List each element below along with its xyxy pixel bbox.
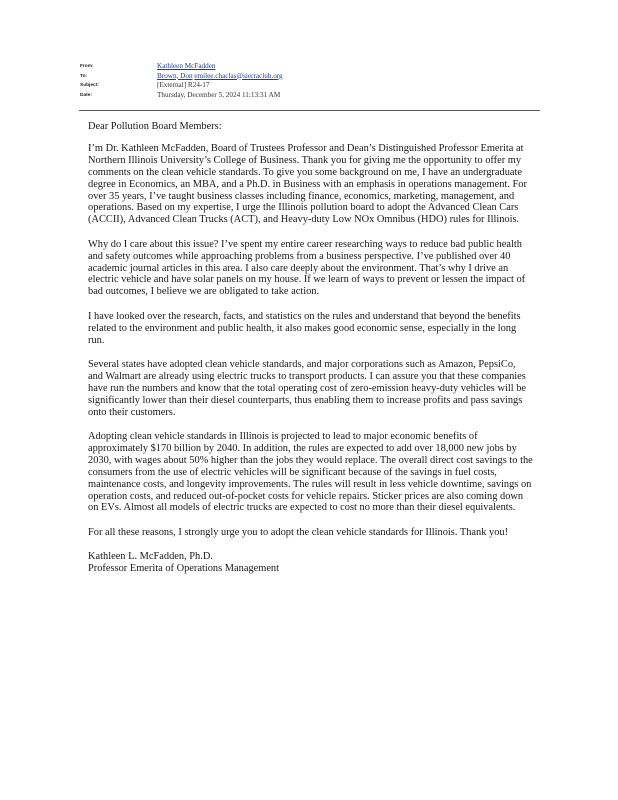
subject-value: [External] R24-17 [157,81,210,89]
signature-title: Professor Emerita of Operations Management [88,563,280,575]
to-recipients [157,72,283,82]
salutation: Dear Pollution Board Members: [88,121,222,132]
paragraph-economic-benefits: Adopting clean vehicle standards in Illinois is projected to lead to major economic benefits of approximately $170 billion by 2040. In addition, the rules are expected to add over 18,000 new jobs by 2030, with wages about 50% higher than the jobs they would replace. The overall direct cost savings to the consumers from the use of electric vehicles will be significant because of the savings in fuel costs, maintenance costs, and longevity improvements. The rules will result in less vehicle downtime, savings on operation costs, and reduced out-of-pocket costs for vehicle repairs. Sticker prices are also coming down on EVs. Almost all models of electric trucks are expected to cost no more than their diesel equivalents. [88,431,533,514]
email-header [80,62,540,100]
date-value: Thursday, December 5, 2024 11:13:31 AM [157,90,281,99]
from-row [80,62,540,72]
date-row [80,91,540,101]
to-recipient-link-2[interactable]: emilee.chaclas@sierraclub.org [194,71,283,80]
signature-name: Kathleen L. McFadden, Ph.D. [88,551,213,563]
letter-body [88,121,533,575]
paragraph-states-corporations: Several states have adopted clean vehicle standards, and major corporations such as Amazon, PepsiCo, and Walmart are already using electric trucks to transport products. I can assure you that these companies have run the numbers and know that the total operating cost of zero-emission heavy-duty vehicles will be significantly lower than their diesel counterparts, thus enabling them to increase profits and pass savings onto their customers. [88,359,527,418]
to-label: To: [80,73,88,79]
from-sender-link[interactable]: Kathleen McFadden [157,62,216,70]
header-divider [79,110,540,111]
paragraph-why-care: Why do I care about this issue? I’ve spent my entire career researching ways to reduce bad public health and safety outcomes while approaching problems from a business perspective. I’ve published over 40 academic journal articles in this area. I also care deeply about the environment. That’s why I drive an electric vehicle and have solar panels on my house. If we learn of ways to prevent or lessen the impact of bad outcomes, I believe we are obligated to take action. [88,238,526,298]
date-label: Date: [80,92,92,98]
to-row [80,72,540,82]
paragraph-closing: For all these reasons, I strongly urge you to adopt the clean vehicle standards for Illinois. Thank you! [88,526,509,538]
paragraph-research: I have looked over the research, facts, and statistics on the rules and understand that beyond the benefits related to the environment and public health, it also makes good economic sense, especially in the long run. [88,310,521,346]
paragraph-introduction: I’m Dr. Kathleen McFadden, Board of Trustees Professor and Dean’s Distinguished Professor Emerita at Northern Illinois University’s College of Business. Thank you for giving me the opportunity to offer my comments on the clean vehicle standards. To give you some background on me, I have an undergraduate degree in Economics, an MBA, and a Ph.D. in Business with an emphasis in operations management. For over 35 years, I’ve taught business classes including finance, economics, marketing, management, and operations. Based on my expertise, I urge the Illinois pollution board to adopt the Advanced Clean Cars (ACCII), Advanced Clean Trucks (ACT), and Heavy-duty Low NOx Omnibus (HDO) rules for Illinois. [88,142,527,226]
subject-label: Subject: [80,83,99,88]
subject-row [80,81,540,91]
to-recipient-link-1[interactable]: Brown, Don [157,71,193,80]
from-label: From: [80,64,94,69]
